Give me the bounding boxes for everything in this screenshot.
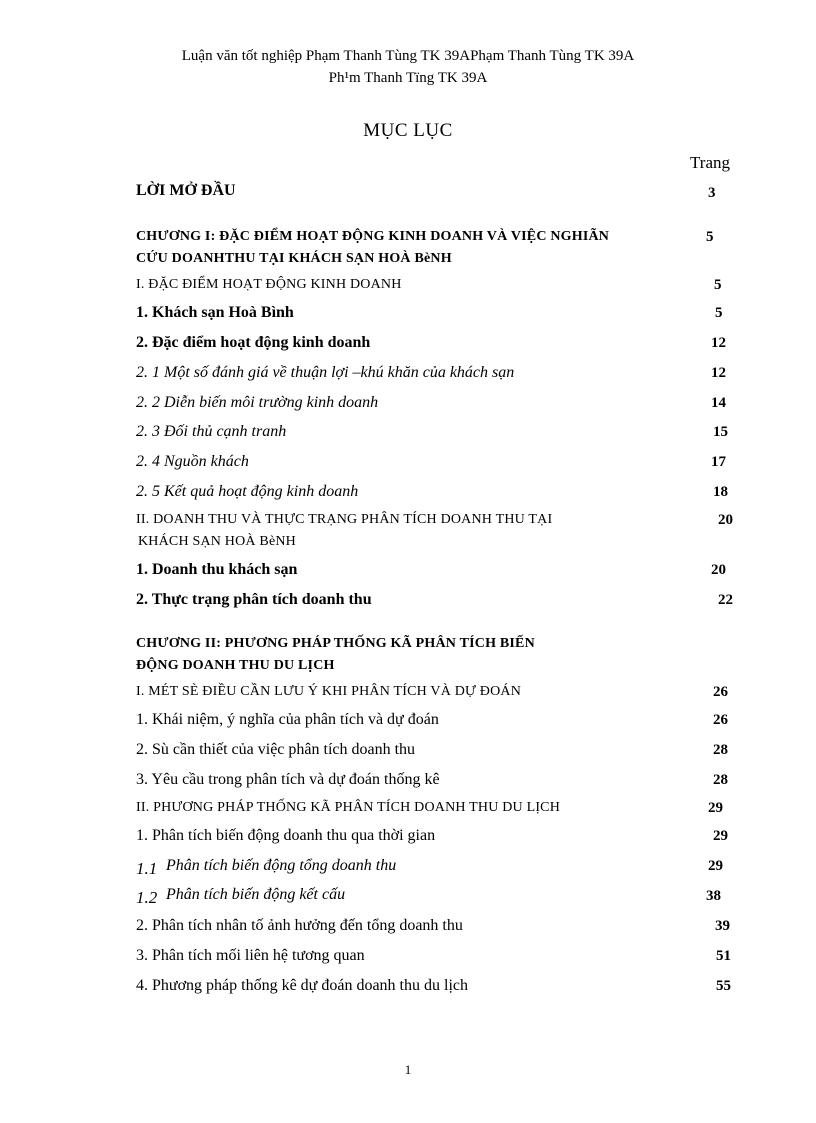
toc-entry-label: 3. Phân tích mối liên hệ tương quan <box>136 947 365 964</box>
toc-entry-label: CHƯƠNG II: PHƯƠNG PHÁP THỐNG KÃ PHÂN TÍCH BIẾN <box>136 636 535 651</box>
toc-entry-label: 1. Phân tích biến động doanh thu qua thời gian <box>136 827 436 844</box>
toc-entry-label: 1. Khái niệm, ý nghĩa của phân tích và dự đoán <box>136 711 439 728</box>
page-number: 1 <box>404 1062 412 1077</box>
toc-entry-label: I. MÉT SÈ ĐIỀU CẦN LƯU Ý KHI PHÂN TÍCH VÀ DỰ ĐOÁN <box>136 684 522 699</box>
toc-entry-page: 29 <box>713 828 728 844</box>
toc-entry-label: 4. Phương pháp thống kê dự đoán doanh thu du lịch <box>136 977 468 994</box>
toc-entry-page: 20 <box>718 512 733 528</box>
toc-entry-label: 1. Doanh thu khách sạn <box>136 561 298 578</box>
toc-entry-label: 2. 1 Một số đánh giá về thuận lợi –khú khăn của khách sạn <box>136 364 515 381</box>
toc-entry-page: 18 <box>713 484 728 500</box>
toc-entry-label: Phân tích biến động kết cấu <box>166 886 346 903</box>
toc-entry-page: 12 <box>711 365 726 381</box>
toc-entry-label: 2. 3 Đối thủ cạnh tranh <box>136 423 287 440</box>
toc-entry-label: 2. Đặc điểm hoạt động kinh doanh <box>136 334 371 351</box>
toc-entry-page: 55 <box>716 978 731 994</box>
toc-entry-page: 5 <box>714 277 722 293</box>
toc-entry-label: 2. 5 Kết quả hoạt động kinh doanh <box>136 483 359 500</box>
toc-entry-label-line-2: ĐỘNG DOANH THU DU LỊCH <box>136 658 335 673</box>
toc-entry-page: 5 <box>715 305 723 321</box>
toc-entry-page: 39 <box>715 918 730 934</box>
toc-entry-label-line-2: CỨU DOANHTHU TẠI KHÁCH SẠN HOÀ BèNH <box>136 251 452 266</box>
toc-entry-number: 1.2 <box>136 888 158 907</box>
toc-entry-page: 29 <box>708 858 723 874</box>
toc-entry-label: 2. Thực trạng phân tích doanh thu <box>136 591 372 608</box>
toc-entry-label: 2. Sù cần thiết của việc phân tích doanh thu <box>136 741 416 758</box>
toc-entry-number: 1.1 <box>136 859 158 878</box>
toc-entry-page: 29 <box>708 800 723 816</box>
page-column-label: Trang <box>690 153 730 172</box>
toc-entry-page: 12 <box>711 335 726 351</box>
toc-entry-label: 2. 4 Nguồn khách <box>136 453 249 470</box>
toc-entry-page: 14 <box>711 395 726 411</box>
toc-entry-label: CHƯƠNG I: ĐẶC ĐIỂM HOẠT ĐỘNG KINH DOANH VÀ VIỆC NGHIÃN <box>136 229 610 244</box>
toc-entry-page: 17 <box>711 454 726 470</box>
toc-entry-label: II. DOANH THU VÀ THỰC TRẠNG PHÂN TÍCH DOANH THU TẠI <box>136 512 553 527</box>
toc-entry-page: 15 <box>713 424 728 440</box>
toc-entry-page: 28 <box>713 742 728 758</box>
toc-entry-page: 5 <box>706 229 714 245</box>
toc-entry-label-line-2: KHÁCH SẠN HOÀ BèNH <box>138 534 296 549</box>
toc-entry-page: 26 <box>713 684 728 700</box>
toc-entry-label: 2. Phân tích nhân tố ảnh hưởng đến tổng doanh thu <box>136 917 463 934</box>
toc-entry-page: 20 <box>711 562 726 578</box>
toc-entry-page: 51 <box>716 948 731 964</box>
toc-entry-page: 28 <box>713 772 728 788</box>
toc-entry-label: II. PHƯƠNG PHÁP THỐNG KÃ PHÂN TÍCH DOANH THU DU LỊCH <box>136 800 561 815</box>
toc-entry-page: 22 <box>718 592 733 608</box>
toc-entry-page: 26 <box>713 712 728 728</box>
toc-entry-label: LỜI MỞ ĐẦU <box>136 182 236 199</box>
toc-entry-label: I. ĐẶC ĐIỂM HOẠT ĐỘNG KINH DOANH <box>136 277 402 292</box>
toc-entry-page: 38 <box>706 888 721 904</box>
toc-entry-label: 2. 2 Diễn biến môi trường kinh doanh <box>136 394 379 411</box>
toc-entry-label: 3. Yêu cầu trong phân tích và dự đoán thống kê <box>136 771 440 788</box>
toc-entry-label: 1. Khách sạn Hoà Bình <box>136 304 294 321</box>
page-title: MỤC LỤC <box>363 120 453 141</box>
toc-entry-page: 3 <box>708 185 716 201</box>
running-header-line-1: Luận văn tốt nghiệp Phạm Thanh Tùng TK 39APhạm Thanh Tùng TK 39A <box>181 48 635 64</box>
running-header-line-2: Ph¹m Thanh Tïng TK 39A <box>328 70 488 86</box>
toc-entry-label: Phân tích biến động tổng doanh thu <box>166 857 397 874</box>
